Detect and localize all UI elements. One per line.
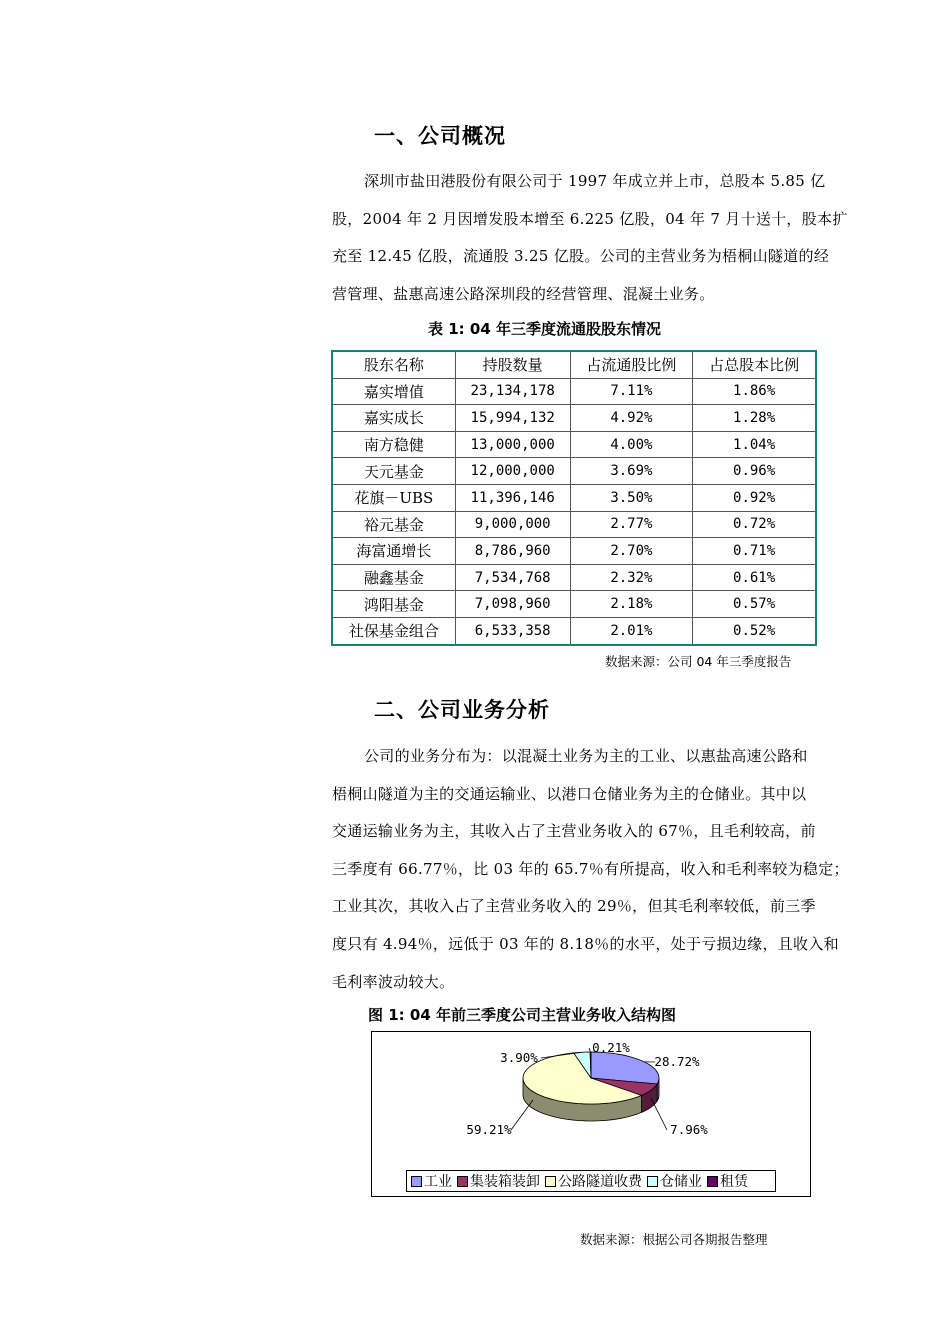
figure1-source: 数据来源：根据公司各期报告整理 [580,1232,768,1247]
cell-float-ratio: 7.11% [570,378,693,405]
col-header-name: 股东名称 [332,351,455,378]
table-row [332,458,816,485]
cell-float-ratio: 3.69% [570,458,693,485]
table-row [332,538,816,565]
cell-float-ratio: 4.92% [570,405,693,432]
para-line: 营管理、盐惠高速公路深圳段的经营管理、混凝土业务。 [332,284,715,303]
cell-shares: 13,000,000 [455,431,570,458]
pie-data-label: 28.72% [654,1054,700,1069]
table-header-row [332,351,816,378]
cell-float-ratio: 3.50% [570,484,693,511]
legend-label: 工业 [424,1174,452,1190]
legend-label: 公路隧道收费 [558,1174,642,1190]
section2-paragraph [332,738,862,1001]
cell-holder-name: 花旗－UBS [332,484,455,511]
para-line [332,738,862,776]
cell-holder-name: 海富通增长 [332,538,455,565]
table-row [332,378,816,405]
cell-holder-name: 嘉实增值 [332,378,455,405]
cell-shares: 7,534,768 [455,564,570,591]
cell-holder-name: 天元基金 [332,458,455,485]
pie-data-label: 3.90% [500,1050,538,1065]
pie-leader-line [651,1099,667,1130]
table-row [332,617,816,644]
cell-shares: 15,994,132 [455,405,570,432]
legend-swatch [707,1176,718,1187]
legend-item [545,1171,642,1191]
figure1-caption: 图 1: 04 年前三季度公司主营业务收入结构图 [368,1006,676,1024]
cell-total-ratio: 0.71% [693,538,816,565]
pie-leader-line [589,1048,591,1052]
cell-shares: 8,786,960 [455,538,570,565]
para-line: 梧桐山隧道为主的交通运输业、以港口仓储业务为主的仓储业。其中以 [332,784,807,803]
table-row [332,591,816,618]
legend-swatch [411,1176,422,1187]
cell-total-ratio: 0.57% [693,591,816,618]
pie-data-label: 7.96% [670,1122,708,1137]
shareholders-table [331,350,817,646]
cell-shares: 7,098,960 [455,591,570,618]
col-header-shares: 持股数量 [455,351,570,378]
cell-total-ratio: 0.92% [693,484,816,511]
cell-float-ratio: 2.01% [570,617,693,644]
pie-leader-line [511,1100,533,1130]
para-line: 充至 12.45 亿股，流通股 3.25 亿股。公司的主营业务为梧桐山隧道的经 [332,247,830,266]
cell-holder-name: 裕元基金 [332,511,455,538]
table-row [332,431,816,458]
table-row [332,564,816,591]
legend-item [707,1171,748,1191]
cell-total-ratio: 0.61% [693,564,816,591]
legend-label: 租赁 [720,1174,748,1190]
legend-label: 集装箱装卸 [470,1174,540,1190]
cell-float-ratio: 4.00% [570,431,693,458]
pie-data-label: 0.21% [592,1040,630,1055]
table-body [332,378,816,644]
para-text: 公司的业务分布为：以混凝土业务为主的工业、以惠盐高速公路和 [364,747,808,765]
cell-holder-name: 鸿阳基金 [332,591,455,618]
para-line: 度只有 4.94％，远低于 03 年的 8.18％的水平，处于亏损边缘，且收入和 [332,934,839,953]
para-text: 深圳市盐田港股份有限公司于 1997 年成立并上市，总股本 5.85 亿 [364,172,826,190]
para-line: 交通运输业务为主，其收入占了主营业务收入的 67％，且毛利较高，前 [332,822,816,841]
cell-total-ratio: 0.96% [693,458,816,485]
legend-label: 仓储业 [660,1174,702,1190]
pie-data-label: 59.21% [466,1122,512,1137]
para-line: 三季度有 66.77％，比 03 年的 65.7％有所提高，收入和毛利率较为稳定； [332,859,849,878]
cell-shares: 12,000,000 [455,458,570,485]
cell-total-ratio: 0.72% [693,511,816,538]
section2-title: 二、公司业务分析 [374,698,550,722]
cell-shares: 23,134,178 [455,378,570,405]
chart-legend [406,1170,776,1192]
cell-float-ratio: 2.32% [570,564,693,591]
legend-swatch [457,1176,468,1187]
cell-holder-name: 南方稳健 [332,431,455,458]
cell-total-ratio: 1.04% [693,431,816,458]
section1-paragraph [332,163,862,313]
legend-item [411,1171,452,1191]
cell-total-ratio: 0.52% [693,617,816,644]
table1-source: 数据来源：公司 04 年三季度报告 [605,654,792,669]
pie-chart [371,1031,811,1171]
cell-holder-name: 嘉实成长 [332,405,455,432]
legend-item [647,1171,702,1191]
section1-title: 一、公司概况 [374,124,506,148]
cell-total-ratio: 1.28% [693,405,816,432]
col-header-float-ratio: 占流通股比例 [570,351,693,378]
para-line: 工业其次，其收入占了主营业务收入的 29％，但其毛利率较低，前三季 [332,897,816,916]
legend-swatch [545,1176,556,1187]
cell-shares: 9,000,000 [455,511,570,538]
legend-item [457,1171,540,1191]
table-row [332,484,816,511]
cell-holder-name: 融鑫基金 [332,564,455,591]
para-line: 股，2004 年 2 月因增发股本增至 6.225 亿股，04 年 7 月十送十，股本扩 [332,209,848,228]
cell-total-ratio: 1.86% [693,378,816,405]
cell-float-ratio: 2.70% [570,538,693,565]
cell-float-ratio: 2.77% [570,511,693,538]
cell-shares: 6,533,358 [455,617,570,644]
cell-shares: 11,396,146 [455,484,570,511]
legend-swatch [647,1176,658,1187]
col-header-total-ratio: 占总股本比例 [693,351,816,378]
para-line: 毛利率波动较大。 [332,972,455,991]
table-row [332,405,816,432]
table-row [332,511,816,538]
cell-float-ratio: 2.18% [570,591,693,618]
para-line [332,163,862,201]
cell-holder-name: 社保基金组合 [332,617,455,644]
table1-caption: 表 1: 04 年三季度流通股股东情况 [428,320,661,338]
